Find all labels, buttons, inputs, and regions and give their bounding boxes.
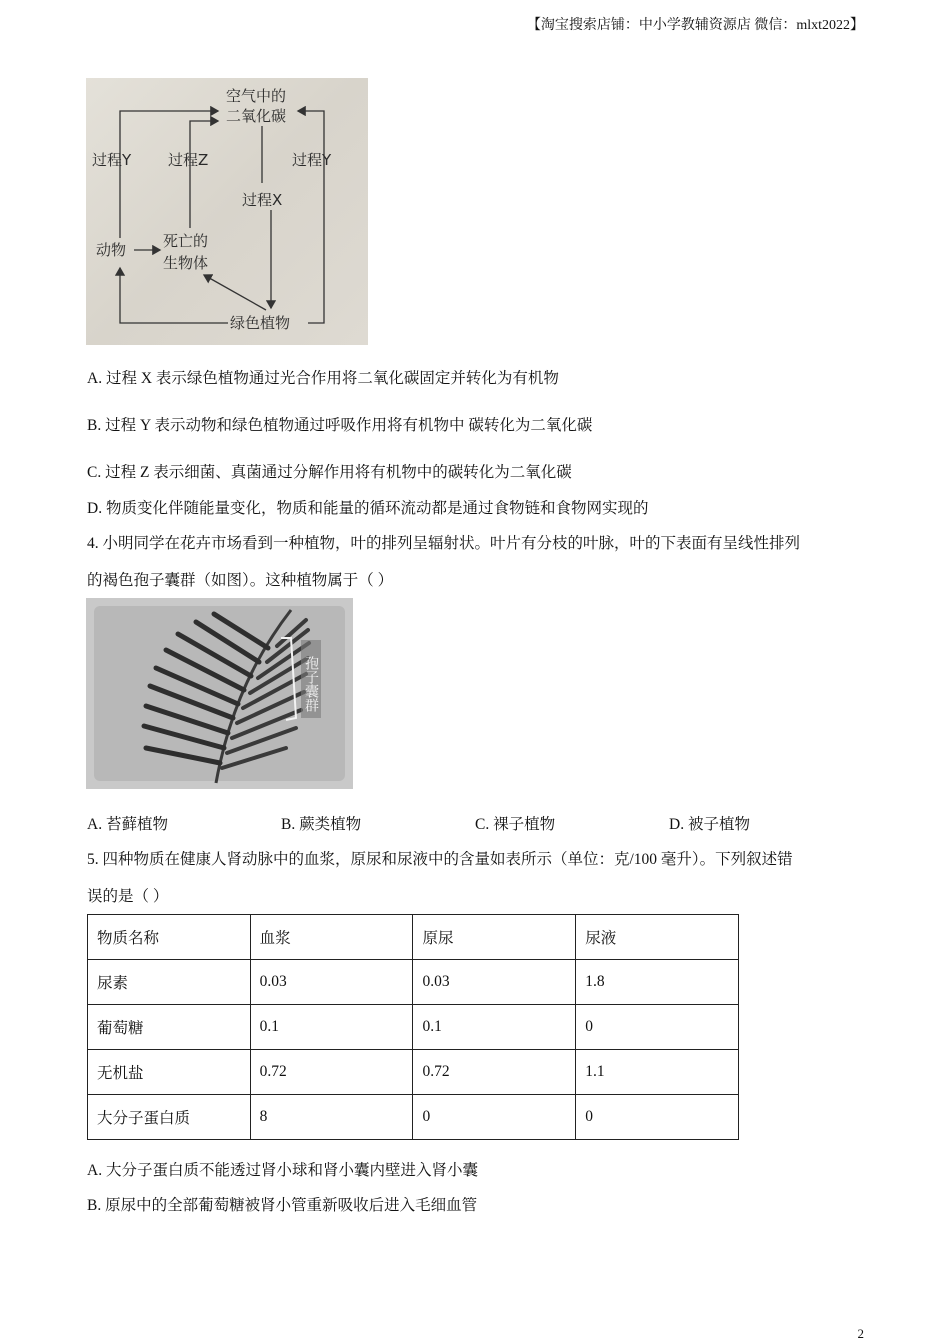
table-cell: 1.1 [576,1050,739,1095]
table-cell: 0.72 [413,1050,576,1095]
label-process-x: 过程X [242,191,283,209]
q4-stem-line2: 的褐色孢子囊群（如图）。这种植物属于（ ） [87,572,394,589]
table-cell: 葡萄糖 [88,1005,251,1050]
q3-option-d: D. 物质变化伴随能量变化，物质和能量的循环流动都是通过食物链和食物网实现的 [87,500,649,517]
q5-stem-line1: 5. 四种物质在健康人肾动脉中的血浆，原尿和尿液中的含量如表所示（单位：克/100 毫升）。下列叙述错 [87,851,793,868]
q4-option-a: A. 苔藓植物 [87,816,168,833]
fern-leaf-photo [86,598,353,789]
node-dead-organism-line2: 生物体 [163,254,209,272]
table-row [88,1050,739,1095]
fern-photo-label: 孢子囊群 [303,656,319,712]
node-co2-line2: 二氧化碳 [226,107,287,125]
substance-table [87,914,739,1140]
table-row [88,960,739,1005]
table-header-cell: 原尿 [413,915,576,960]
q3-option-b: B. 过程 Y 表示动物和绿色植物通过呼吸作用将有机物中 碳转化为二氧化碳 [87,417,593,434]
q5-option-a: A. 大分子蛋白质不能透过肾小球和肾小囊内壁进入肾小囊 [87,1162,478,1179]
label-process-y-left: 过程Y [92,151,132,169]
table-cell: 大分子蛋白质 [88,1095,251,1140]
q4-option-d: D. 被子植物 [669,816,750,833]
q4-option-c: C. 裸子植物 [475,816,556,833]
table-cell: 0.1 [413,1005,576,1050]
node-animal: 动物 [96,241,127,259]
table-header-cell: 物质名称 [88,915,251,960]
node-co2-line1: 空气中的 [226,87,287,105]
page-number: 2 [857,1326,864,1341]
label-process-y-right: 过程Y [292,151,332,169]
table-cell: 0.1 [250,1005,413,1050]
table-cell: 0.72 [250,1050,413,1095]
label-process-z: 过程Z [168,151,209,169]
table-header-row [88,915,739,960]
q3-option-a: A. 过程 X 表示绿色植物通过光合作用将二氧化碳固定并转化为有机物 [87,370,559,387]
carbon-cycle-diagram [86,78,368,345]
table-cell: 0 [413,1095,576,1140]
q4-option-b: B. 蕨类植物 [281,816,362,833]
node-dead-organism-line1: 死亡的 [163,232,209,250]
table-row [88,1095,739,1140]
table-header-cell: 血浆 [250,915,413,960]
table-cell: 0 [576,1095,739,1140]
table-cell: 尿素 [88,960,251,1005]
table-cell: 0.03 [413,960,576,1005]
q4-stem-line1: 4. 小明同学在花卉市场看到一种植物，叶的排列呈辐射状。叶片有分枝的叶脉，叶的下表面有呈线性排列 [87,535,801,552]
node-green-plant: 绿色植物 [230,314,291,332]
table-cell: 0 [576,1005,739,1050]
table-header-cell: 尿液 [576,915,739,960]
q5-stem-line2: 误的是（ ） [87,888,169,905]
table-cell: 0.03 [250,960,413,1005]
table-cell: 1.8 [576,960,739,1005]
table-cell: 无机盐 [88,1050,251,1095]
table-cell: 8 [250,1095,413,1140]
page-header: 【淘宝搜索店铺：中小学教辅资源店 微信：mlxt2022】 [526,18,864,33]
q5-option-b: B. 原尿中的全部葡萄糖被肾小管重新吸收后进入毛细血管 [87,1197,478,1214]
table-row [88,1005,739,1050]
q3-option-c: C. 过程 Z 表示细菌、真菌通过分解作用将有机物中的碳转化为二氧化碳 [87,464,572,481]
